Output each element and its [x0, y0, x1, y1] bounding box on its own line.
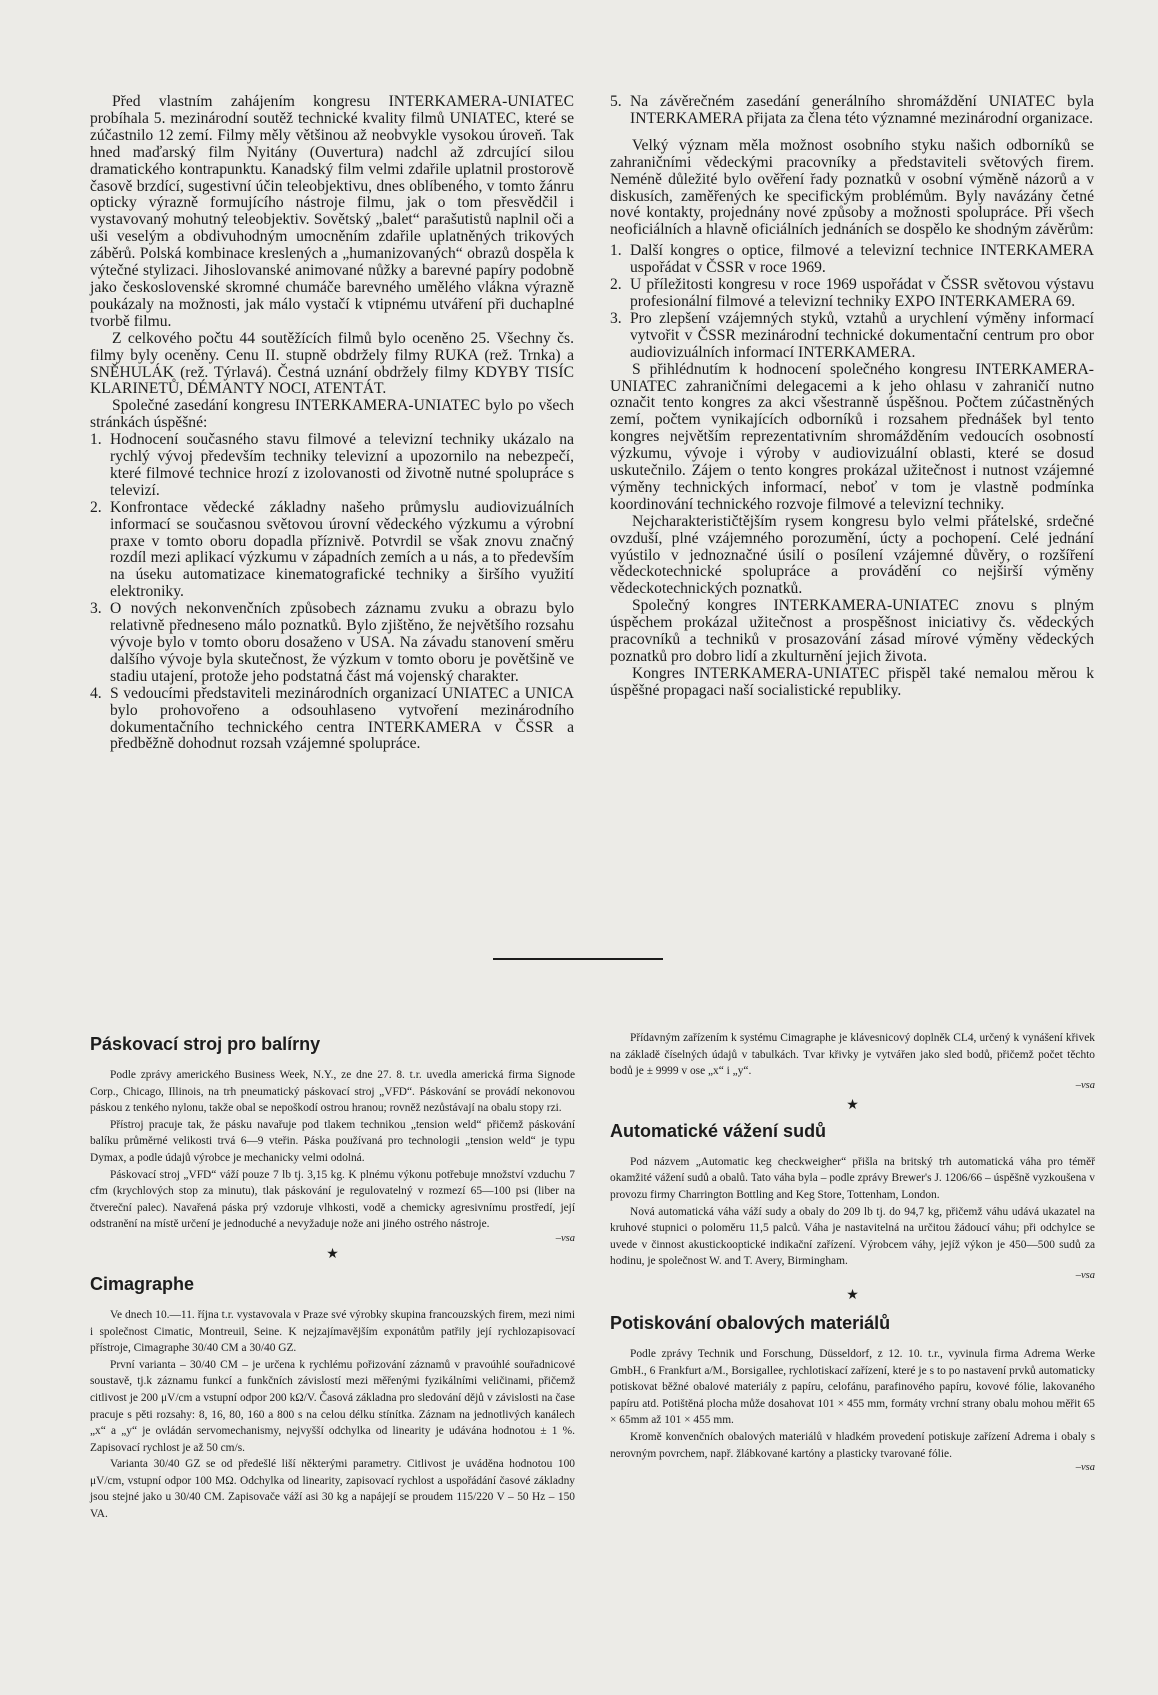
separator: [90, 1247, 575, 1263]
list-number: 5.: [610, 93, 622, 110]
paragraph: Před vlastním zahájením kongresu INTERKAMERA-UNIATEC probíhala 5. mezinárodní soutěž technické kvality filmů UNIATEC, které se zúčastnilo 12 zemí. Filmy měly většinou až neobvykle vysokou úroveň. Tak hned maďarský film Nyitány (Ouvertura) nadchl až zdrcující silou dramatického kontrapunktu. Kanadský film velmi zdařile uplatnil prostorově časově brzdící, sugestivní účin teleobjektivu, dnes oblíbeného, v tomto žánru opticky výrazně formujícího nástroje filmu, jak o tom přesvědčil i vystavovaný mohutný teleobjektiv. Sovětský „balet“ parašutistů naplnil oči a uši veselým a obdivuhodným umocněním zdařile uplatněných trikových záběrů. Polská kombinace kreslených a „humanizovaných“ obrazů dospěla k výtečné stylizaci. Jihoslovanské animované nůžky a barevné papíry podobně jako československé skromné chumáče barevného umělého vlákna výrazně poukázaly na možnosti, jak málo vystačí k vtipnému utváření při duchaplné tvorbě filmu.: [90, 93, 574, 330]
list-number: 4.: [90, 684, 102, 702]
author-signature: –vsa: [1075, 1462, 1095, 1474]
congress-column-left: [90, 94, 574, 753]
paragraph: Nejcharakterističtějším rysem kongresu bylo velmi přátelské, srdečné ovzduší, plné vzájemného porozumění, úcty a pochopení. Celé jednání vyústilo v jednoznačné úsilí o posílení vzájemné důvěry, o rozšíření vědeckotechnické spolupráce a provádění co nejširší výměny vědeckotechnických poznatků.: [610, 512, 1094, 598]
article-potiskovani: [610, 1312, 1095, 1474]
paragraph: První varianta – 30/40 CM – je určena k rychlému pořizování záznamů v pravoúhlé souřadnicové soustavě, tj.k záznamu funkcí a funkčních závislostí mezi měřenými fyzikálními veličinami, přičemž citlivost je 200 μV/cm a vstupní odpor 200 kΩ/V. Časová základna pro sledování dějů v závislosti na čase pracuje s pěti rozsahy: 8, 16, 80, 160 a 800 s na celou délku stínítka. Záznam na jednotlivých kanálech „x“ a „y“ je ovládán servomechanismy, nejvyšší odchylka od linearity je udávána hodnotou ± 1 %. Zapisovací rychlost je až 50 cm/s.: [90, 1358, 575, 1454]
article-title: Automatické vážení sudů: [610, 1120, 827, 1141]
list-text: O nových nekonvenčních způsobech záznamu zvuku a obrazu bylo relativně předneseno málo poznatků. Bylo zjištěno, že největšího rozsahu vývoje bylo v tomto oboru dosaženo v USA. Na závadu stanovení směru dalšího vývoje byla skutečnost, že výzkum v tomto oboru je povětšině ve stadiu utajení, protože jeho podstatná část má vojenský charakter.: [110, 600, 574, 685]
list-text: Na závěrečném zasedání generálního shromáždění UNIATEC byla INTERKAMERA přijata za člena této významné mezinárodní organizace.: [630, 93, 1094, 127]
list-number: 2.: [610, 276, 622, 294]
author-signature: –vsa: [1075, 1079, 1095, 1091]
list-item: [90, 601, 574, 686]
list-item: [610, 94, 1094, 128]
article-paskovaci: [90, 1033, 575, 1245]
conclusions-list: [610, 243, 1094, 361]
list-text: Konfrontace vědecké základny našeho průmyslu audiovizuálních informací se současnou světovou úrovní vědeckého výzkumu a výrobní praxe v tomto oboru dopadla příznivě. Potvrdil se však znovu značný rozdíl mezi aplikací výzkumu v západních zemích a u nás, a to především na úseku automatizace kinematografické techniky a širšího využití elektroniky.: [110, 498, 574, 601]
article-title: Potiskování obalových materiálů: [610, 1312, 891, 1333]
list-item: [90, 686, 574, 754]
paragraph: Pod názvem „Automatic keg checkweigher“ přišla na britský trh automatická váha pro téměř okamžité vážení sudů a obalů. Tato váha byla – podle zprávy Brewer's J. 1206/66 – úspěšně vyzkoušena v provozu firmy Charrington Bottling and Keg Store, Tottenham, London.: [610, 1155, 1095, 1201]
list-number: 2.: [90, 498, 102, 516]
section-divider: [493, 958, 663, 960]
article-title: Cimagraphe: [90, 1273, 195, 1294]
paragraph: Podle zprávy amerického Business Week, N.Y., ze dne 27. 8. t.r. uvedla americká firma Signode Corp., Chicago, Illinois, na trh pneumatický páskovací stroj „VFD“. Páskování se provádí nekonovou páskou z tenkého nylonu, takže obal se nepoškodí ostrou hranou; rovněž nezůstávají na obalu stopy rzi.: [90, 1069, 575, 1115]
list-text: U příležitosti kongresu v roce 1969 uspořádat v ČSSR světovou výstavu profesionální filmové a televizní techniky EXPO INTERKAMERA 69.: [630, 276, 1094, 310]
list-text: Další kongres o optice, filmové a televizní technice INTERKAMERA uspořádat v ČSSR v roce 1969.: [630, 242, 1094, 277]
list-text: Hodnocení současného stavu filmové a televizní techniky ukázalo na rychlý vývoj především techniky televizní a upozornilo na nebezpečí, které filmové technice hrozí z izolovanosti od životně nutné spolupráce s televizí.: [110, 431, 574, 499]
paragraph: S přihlédnutím k hodnocení společného kongresu INTERKAMERA-UNIATEC zahraničními delegacemi a k jeho ohlasu v zahraničí nutno označit tento kongres za akci všestranně úspěšnou. Počtem zúčastněných zemí, počtem vynikajících odborníků i rozsahem přednášek byl tento kongres největším reprezentativním shromážděním vedoucích osobností výzkumu, vývoje i výroby v audiovizuální oblasti, které se dosud uskutečnilo. Zájem o tento kongres prokázal užitečnost i nutnost vzájemné výměny technických informací, neboť v tom je vlastně podmínka koordinování technického rozvoje filmové a televizní techniky.: [610, 360, 1094, 513]
paragraph: Kromě konvenčních obalových materiálů v hladkém provedení potiskuje zařízení Adrema i obaly s nerovným povrchem, např. žlábkované kartóny a plasticky tvarované fólie.: [610, 1430, 1095, 1460]
paragraph: Z celkového počtu 44 soutěžících filmů bylo oceněno 25. Všechny čs. filmy byly oceněny. Cenu II. stupně obdržely filmy RUKA (rež. Trnka) a SNĚHULÁK (rež. Týrlavá). Čestná uznání obdržely filmy KDYBY TISÍC KLARINETŮ, DÉMANTY NOCI, ATENTÁT.: [90, 329, 574, 398]
list-item: [610, 311, 1094, 362]
list-item: [610, 277, 1094, 311]
separator: [610, 1288, 1095, 1304]
list-item: [610, 243, 1094, 277]
news-column-left: [90, 1033, 575, 1523]
list-text: Pro zlepšení vzájemných styků, vztahů a urychlení výměny informací vytvořit v ČSSR mezinárodní technické dokumentační centrum pro obor audiovizuálních informací INTERKAMERA.: [630, 309, 1094, 361]
paragraph: Velký význam měla možnost osobního styku našich odborníků se zahraničními vědeckými pracovníky a představiteli světových firem. Neméně důležité bylo ověření řady poznatků v osobní výměně názorů a v diskusích, zaměřených ke specifickým problémům. Byly navázány četné nové kontakty, projednány nové způsoby a možnosti spolupráce. Při všech neoficiálních a hlavně oficiálních jednáních se dospělo ke shodným závěrům:: [610, 136, 1094, 239]
list-text: S vedoucími představiteli mezinárodních organizací UNIATEC a UNICA bylo prohovořeno a odsouhlaseno vytvoření mezinárodního dokumentačního technického centra INTERKAMERA v ČSSR a předběžně dohodnut rozsah vzájemné spolupráce.: [110, 684, 574, 753]
star-icon: ★: [846, 1287, 859, 1303]
paragraph: Nová automatická váha váží sudy a obaly do 209 lb tj. do 94,7 kg, přičemž váhu udává ukazatel na kruhové stupnici o poloměru 11,5 palců. Váha je nastavitelná na určitou žádoucí váhu; při odchylce se uvede v činnost akustickooptické indikační zařízení. Výrobcem váhy, jejíž výkon je 450—500 sudů za hodinu, je společnost W. and T. Avery, Birmingham.: [610, 1205, 1095, 1268]
paragraph: Kongres INTERKAMERA-UNIATEC přispěl také nemalou měrou k úspěšné propagaci naší socialistické republiky.: [610, 664, 1094, 699]
paragraph: Varianta 30/40 GZ se od předešlé liší některými parametry. Citlivost je uváděna hodnotou 100 μV/cm, vstupní odpor 100 MΩ. Odchylka od linearity, zapisovací rychlost a uspořádání časové základny jsou stejné jako u 30/40 CM. Zapisovače váží asi 30 kg a napájejí se proudem 115/220 V – 50 Hz – 150 VA.: [90, 1458, 575, 1521]
paragraph: Ve dnech 10.—11. října t.r. vystavovala v Praze své výrobky skupina francouzských firem, mezi nimi i společnost Cimatic, Montreuil, Seine. K nejzajímavějším exponátům patřily její rychlozapisovací přístroje, Cimagraphe 30/40 CM a 30/40 GZ.: [90, 1308, 575, 1355]
paragraph: Společné zasedání kongresu INTERKAMERA-UNIATEC bylo po všech stránkách úspěšné:: [90, 397, 574, 432]
paragraph: Společný kongres INTERKAMERA-UNIATEC znovu s plným úspěchem prokázal užitečnost a prospěšnost iniciativy čs. vědeckých pracovníků a techniků v prosazování zásad mírové výměny vědeckých poznatků pro dobro lidí a zkulturnění jejich života.: [610, 597, 1094, 665]
article-vazeni: [610, 1120, 1095, 1282]
list-number: 1.: [610, 242, 622, 260]
article-cimagraphe: [90, 1273, 575, 1523]
results-list: [90, 432, 574, 753]
paragraph: Přídavným zařízením k systému Cimagraphe je klávesnicový doplněk CL4, určený k vynášení křivek na základě číselných údajů v tabulkách. Tvar křivky je vytvářen jako sled bodů, přičemž počet těchto bodů je ± 9999 v ose „x“ i „y“.: [610, 1032, 1095, 1078]
list-number: 1.: [90, 431, 102, 449]
author-signature: –vsa: [555, 1232, 575, 1244]
list-item: [90, 432, 574, 500]
news-column-right: [610, 1030, 1095, 1474]
list-number: 3.: [610, 309, 622, 327]
article-title: Páskovací stroj pro balírny: [90, 1034, 321, 1054]
list-item: [90, 500, 574, 601]
paragraph: Páskovací stroj „VFD“ váží pouze 7 lb tj. 3,15 kg. K plnému výkonu potřebuje množství vzduchu 7 cfm (krychlových stop za minutu), tlak páskování je regulovatelný v rozmezí 65—100 psi (liber na čtvereční palec). Navařená páska prý vzdoruje vlhkosti, vodě a chemicky agresivnímu prostředí, její odstranění na místě určení je jednoduché a nevyžaduje nože ani jiného ostrého nástroje.: [90, 1168, 575, 1231]
paragraph: Přístroj pracuje tak, že pásku navařuje pod tlakem technikou „tension weld“ přičemž páskování balíku průměrné velikosti trvá 6—9 vteřin. Páska používaná pro technologii „tension weld“ je typu Dymax, a podle údajů výrobce je mechanicky velmi odolná.: [90, 1118, 575, 1164]
author-signature: –vsa: [1075, 1269, 1095, 1281]
congress-column-right: [610, 94, 1094, 700]
star-icon: ★: [326, 1246, 339, 1262]
results-list-continued: [610, 94, 1094, 128]
star-icon: ★: [846, 1097, 859, 1113]
list-number: 3.: [90, 600, 102, 618]
paragraph: Podle zprávy Technik und Forschung, Düsseldorf, z 12. 10. t.r., vyvinula firma Adrema Werke GmbH., 6 Frankfurt a/M., Borsigallee, rychlotiskací zařízení, které je s to po nastavení prvků automaticky potiskovat běžné obalové materiály z papíru, celofánu, parafinového papíru, kovové fólie, lakovaného papíru atd. Potištěná plocha může dosahovat 101 × 455 mm, formáty vrchní strany obalu mohou měřit 65 × 65mm až 101 × 455 mm.: [610, 1347, 1095, 1427]
separator: [610, 1098, 1095, 1114]
